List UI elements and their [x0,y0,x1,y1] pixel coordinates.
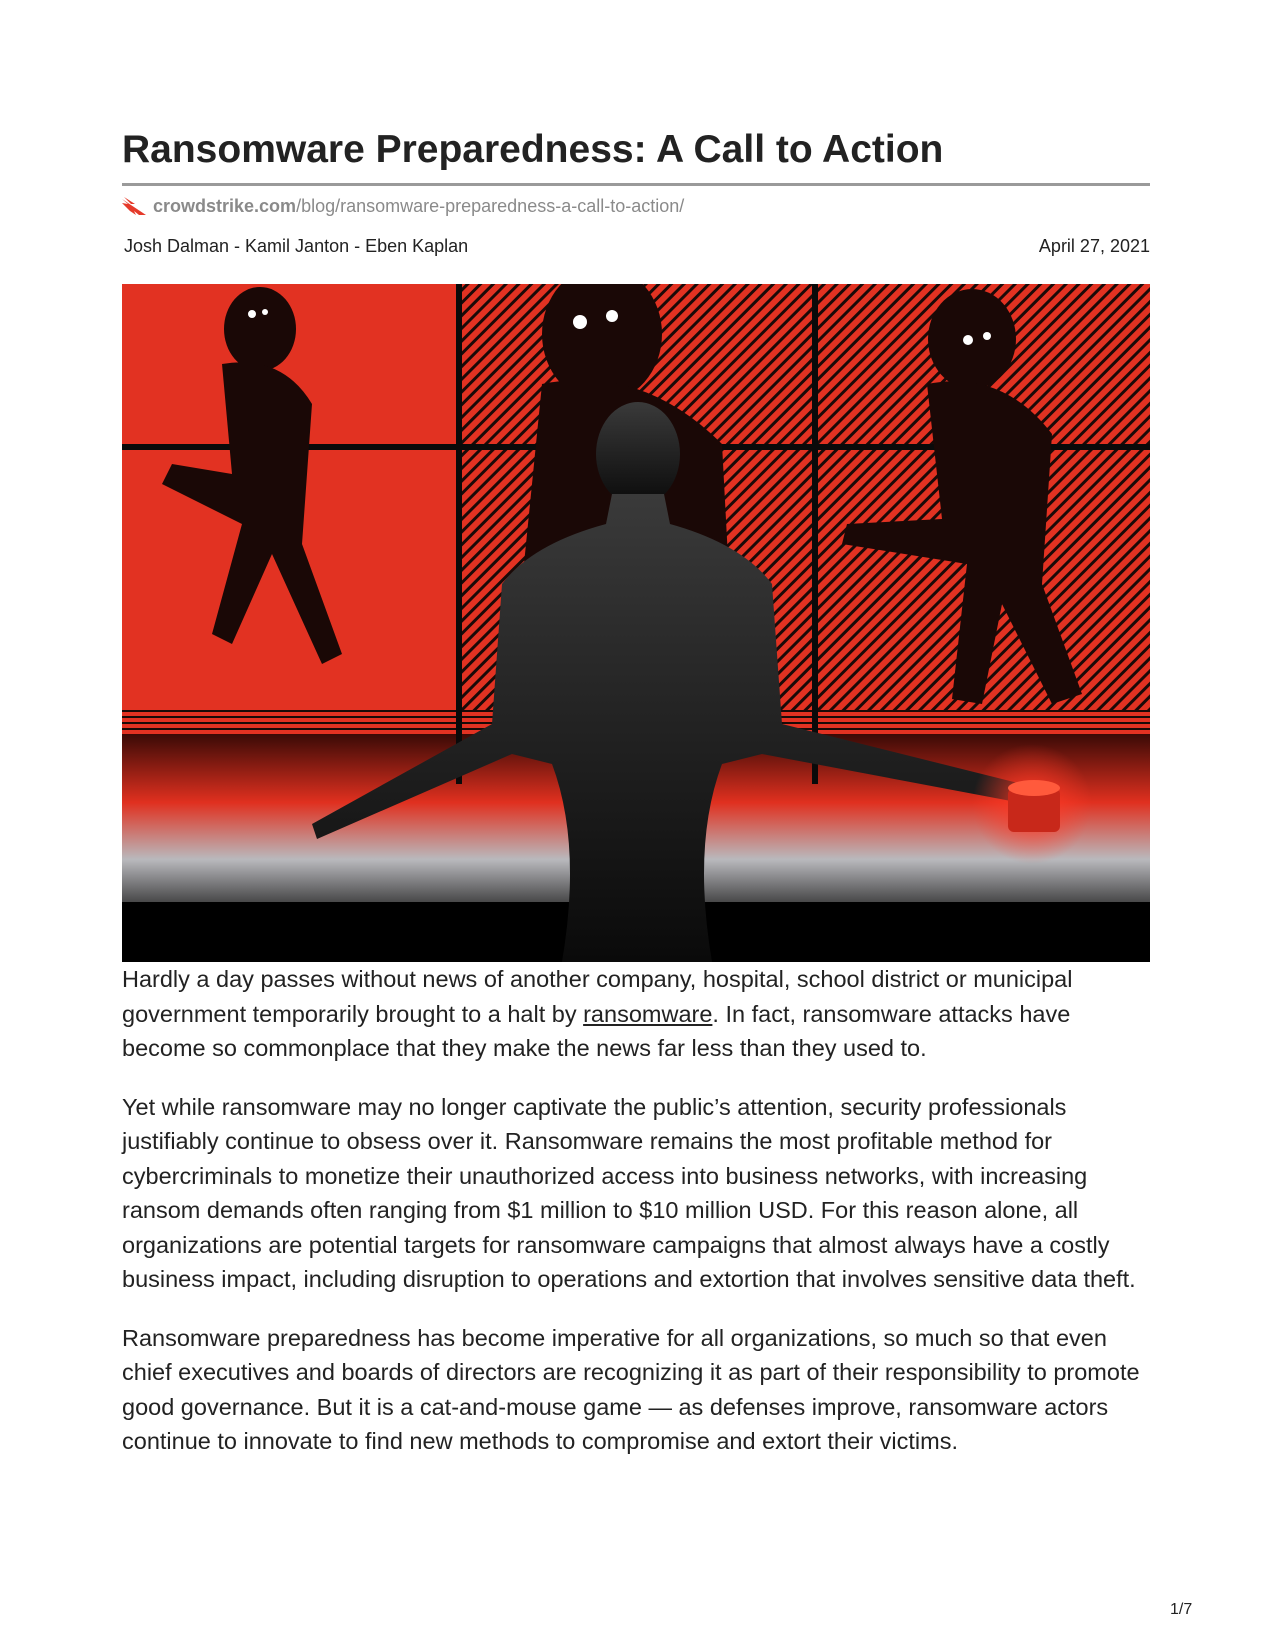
source-domain: crowdstrike.com [153,196,297,216]
authors: Josh Dalman - Kamil Janton - Eben Kaplan [124,236,469,256]
p1-text-before: Hardly a day passes without news of another company, hospital, school district or municipal government temporarily brought to a halt by [122,966,1073,1027]
article-body [122,962,1150,1483]
page-number: 1/7 [1170,1601,1193,1618]
source-path: /blog/ransomware-preparedness-a-call-to-action/ [296,196,685,216]
paragraph-1 [122,962,1150,1066]
hero-illustration [122,284,1150,962]
paragraph-3: Ransomware preparedness has become imperative for all organizations, so much so that even chief executives and boards of directors are recognizing it as part of their responsibility to promote good governance. But it is a cat-and-mouse game — as defenses improve, ransomware actors continue to innovate to find new methods to compromise and extort their victims. [122,1324,1140,1454]
title-divider [122,183,1150,186]
ransomware-link[interactable]: ransomware [583,1000,713,1027]
publish-date: April 27, 2021 [1038,236,1150,256]
paragraph-2: Yet while ransomware may no longer captivate the public’s attention, security professionals justifiably continue to obsess over it. Ransomware remains the most profitable method for cybercriminals to monetize their unauthorized access into business networks, with increasing ransom demands often ranging from $1 million to $10 million USD. For this reason alone, all organizations are potential targets for ransomware campaigns that almost always have a costly business impact, including disruption to operations and extortion that involves sensitive data theft. [122,1093,1136,1292]
source-link[interactable] [153,196,684,217]
p1-text-after: . In fact, ransomware attacks have become so commonplace that they make the news far less than they used to. [122,1000,1071,1061]
article-title: Ransomware Preparedness: A Call to Action [122,128,944,171]
source-line [122,196,684,217]
falcon-logo-icon [122,197,146,217]
